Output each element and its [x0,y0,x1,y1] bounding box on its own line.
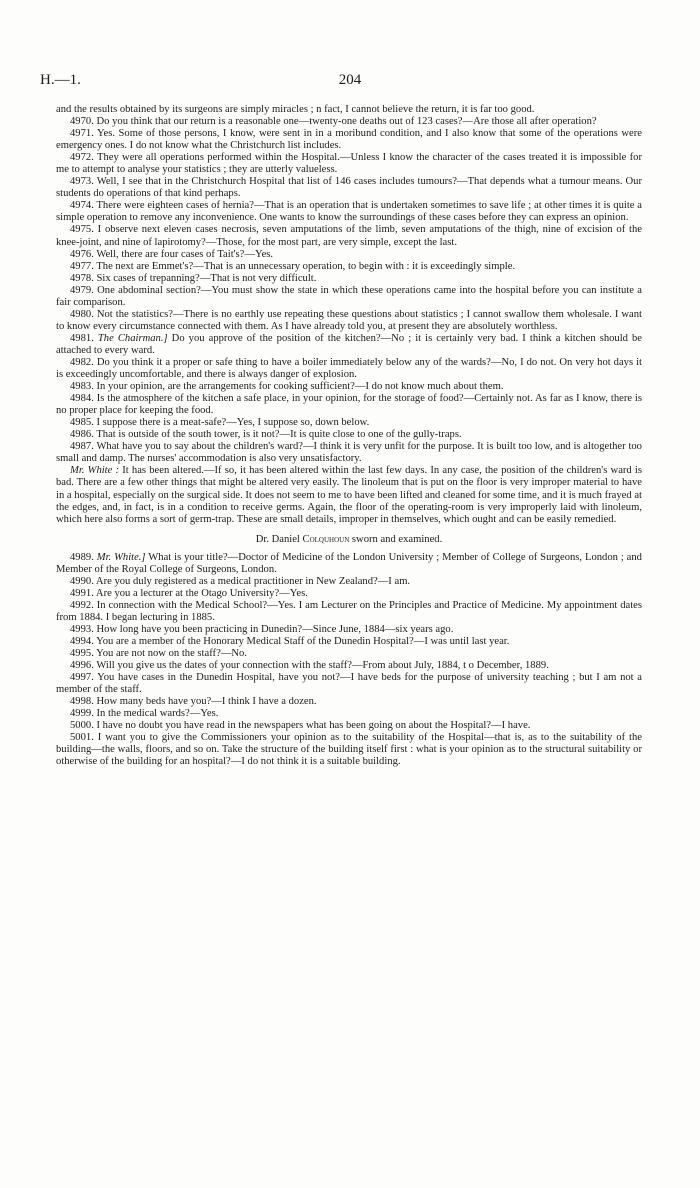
paragraph: 4992. In connection with the Medical School?—Yes. I am Lecturer on the Principles and Practice of Medicine. My appointment dates from 1884. I began lecturing in 1885. [56,599,642,623]
question-number: 4999. [70,708,94,720]
question-number: 4998. [70,696,94,708]
paragraph: 4994. You are a member of the Honorary Medical Staff of the Dunedin Hospital?—I was until last year. [70,636,510,648]
paragraph: 4991. Are you a lecturer at the Otago University?—Yes. [70,587,308,599]
paragraph: 4990. Are you duly registered as a medical practitioner in New Zealand?—I am. [70,575,411,587]
witness-name: Colquhoun [302,533,350,545]
document-reference: H.—1. [40,72,81,88]
paragraph: 4976. Well, there are four cases of Tait's?—Yes. [70,248,274,260]
paragraph: 4977. The next are Emmet's?—That is an unnecessary operation, to begin with : it is exceedingly simple. [70,260,516,272]
question-number: 4989. [70,551,94,563]
speaker: Mr. White : [70,465,120,477]
question-number: 4985. [70,417,94,429]
question-number: 5001. [70,732,94,744]
question-number: 4995. [70,648,94,660]
question-number: 4987. [70,441,94,453]
paragraph: 4981. The Chairman.] Do you approve of the position of the kitchen?—No ; it is certainly very bad. I think a kitchen should be attached to every ward. [56,332,643,356]
speaker: Mr. White.] [96,551,146,563]
question-number: 4983. [70,381,94,393]
question-number: 4980. [70,308,94,320]
paragraph: 4979. One abdominal section?—You must show the state in which these operations came into the hospital before you can institute a fair comparison. [56,284,642,308]
question-number: 4996. [70,660,94,672]
paragraph: 5001. I want you to give the Commissioners your opinion as to the suitability of the Hospital—that is, as to the suitability of the building—the walls, floors, and so on. Take the structure of the building itself first : what is your opinion as to the structural suitability or otherwise of the building for an hospital?—I do not think it is a suitable building. [56,732,642,768]
paragraph: 4980. Not the statistics?—There is no earthly use repeating these questions about statistics ; I cannot swallow them wholesale. I want to know every circumstance connected with them. As I have already told you, at present they are absolutely worthless. [56,308,642,332]
paragraph: 4972. They were all operations performed within the Hospital.—Unless I know the character of the cases treated it is impossible for me to attempt to analyse your statistics ; they are utterly valueless. [56,152,642,176]
question-number: 4978. [70,272,94,284]
paragraph: 4996. Will you give us the dates of your connection with the staff?—From about July, 1884, t o December, 1889. [70,660,549,672]
paragraph: 4998. How many beds have you?—I think I have a dozen. [70,696,317,708]
paragraph: 4985. I suppose there is a meat-safe?—Yes, I suppose so, down below. [70,417,370,429]
paragraph: 4995. You are not now on the staff?—No. [70,648,247,660]
speaker: The Chairman.] [97,332,168,344]
question-number: 4990. [70,575,94,587]
page-body [56,104,642,769]
paragraph: 5000. I have no doubt you have read in the newspapers what has been going on about the Hospital?—I have. [70,720,531,732]
paragraph: 4997. You have cases in the Dunedin Hospital, have you not?—I have beds for the purpose of university teaching ; but I am not a member of the staff. [56,672,642,696]
paragraph: 4982. Do you think it a proper or safe thing to have a boiler immediately below any of the wards?—No, I do not. On very hot days it is exceedingly uncomfortable, and there is always danger of explosion. [56,356,642,381]
paragraph: Mr. White : It has been altered.—If so, it has been altered within the last few days. In any case, the position of the children's ward is bad. There are a few other things that might be altered very easily. The linoleum that is put on the floor is very improper material to have in a hospital, especially on the surgical side. It does not seem to me to have been lifted and cleaned for some time, and it is much frayed at the edges, and, in fact, is in a condition to receive germs. Again, the floor of the operating-room is very improperly laid with linoleum, which here also forms a sort of germ-trap. These are small details, improper in themselves, which ought and can be easily remedied. [56,465,642,525]
paragraph: 4987. What have you to say about the children's ward?—I think it is very unfit for the purpose. It is built too low, and is altogether too small and damp. The nurses' accommodation is also very unsatisfactory. [56,441,642,465]
question-number: 4973. [70,176,94,188]
paragraph: 4989. Mr. White.] What is your title?—Doctor of Medicine of the London University ; Member of College of Surgeons, London ; and Member of the Royal College of Surgeons, London. [56,551,642,575]
paragraph: 4999. In the medical wards?—Yes. [70,708,219,720]
page-header [40,72,660,96]
question-number: 4997. [70,672,94,684]
question-number: 4992. [70,599,94,611]
paragraph: 4970. Do you think that our return is a reasonable one—twenty-one deaths out of 123 cases?—Are those all after operation? [70,116,597,128]
paragraph: and the results obtained by its surgeons are simply miracles ; n fact, I cannot believe the return, it is far too good. [56,104,535,115]
question-number: 4976. [70,248,94,260]
paragraph: 4983. In your opinion, are the arrangements for cooking sufficient?—I do not know much about them. [70,381,504,393]
question-number: 4986. [70,429,94,441]
paragraph: 4978. Six cases of trepanning?—That is not very difficult. [70,272,317,284]
paragraph: 4974. There were eighteen cases of hernia?—That is an operation that is undertaken sometimes to save life ; at other times it is quite a simple operation to remove any inconvenience. One wants to know the surroundings of these cases before they can express an opinion. [56,200,642,224]
question-number: 4993. [70,623,94,635]
question-number: 4994. [70,636,94,648]
question-number: 5000. [70,720,94,732]
paragraph: 4975. I observe next eleven cases necrosis, seven amputations of the limb, seven amputations of the thigh, nine of excision of the knee-joint, and nine of lapirotomy?—Those, for the most part, are very simple, except the last. [56,224,643,248]
question-number: 4972. [70,152,94,164]
question-number: 4979. [70,284,94,296]
witness-heading: Dr. Daniel Colquhoun sworn and examined. [255,533,443,545]
question-number: 4971. [70,128,94,140]
question-number: 4975. [70,224,94,236]
paragraph: 4993. How long have you been practicing in Dunedin?—Since June, 1884—six years ago. [70,623,454,635]
paragraph: 4986. That is outside of the south tower, is it not?—It is quite close to one of the gully-traps. [70,429,462,441]
question-number: 4991. [70,587,94,599]
question-number: 4977. [70,260,94,272]
question-number: 4974. [70,200,94,212]
paragraph: 4971. Yes. Some of those persons, I know, were sent in in a moribund condition, and I also know that some of the operations were emergency ones. I do not know what the Christchurch list includes. [56,128,642,152]
question-number: 4981. [70,332,94,344]
question-number: 4970. [70,116,94,128]
question-number: 4982. [70,356,94,368]
paragraph: 4973. Well, I see that in the Christchurch Hospital that list of 146 cases includes tumours?—That depends what a tumour means. Our students do operations of that kind perhaps. [56,176,642,200]
question-number: 4984. [70,393,94,405]
page-number: 204 [338,72,362,88]
paragraph: 4984. Is the atmosphere of the kitchen a safe place, in your opinion, for the storage of food?—Certainly not. As far as I know, there is no proper place for keeping the food. [56,393,643,417]
